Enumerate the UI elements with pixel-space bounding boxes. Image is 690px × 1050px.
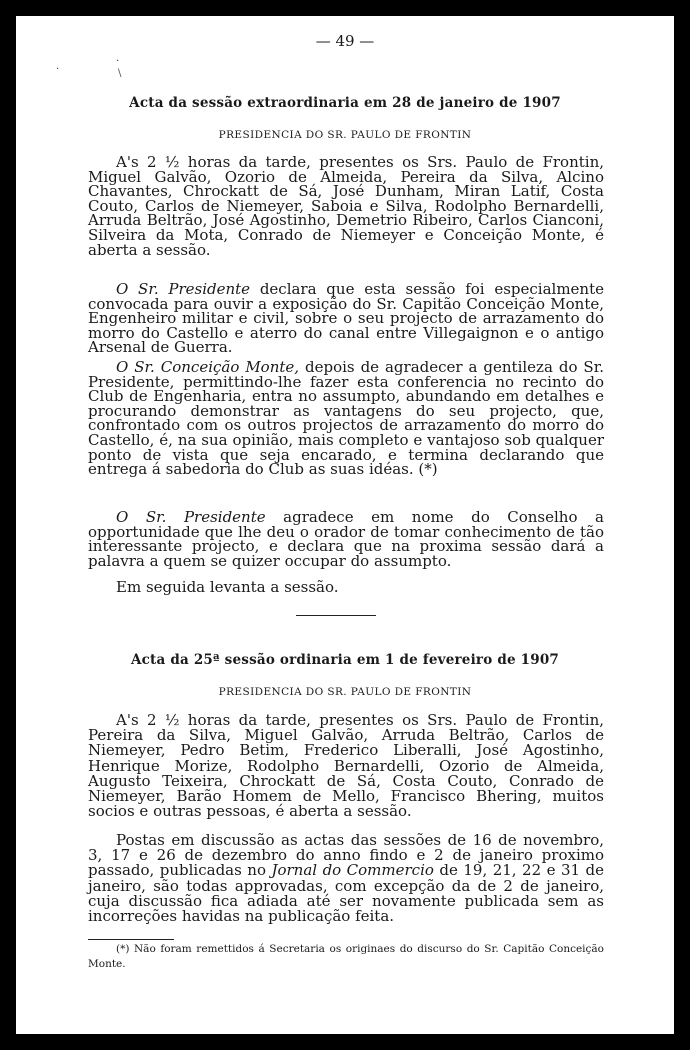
- footnote-rule: [88, 939, 174, 940]
- section-divider: [296, 615, 376, 616]
- footnote: (*) Não foram remettidos á Secretaria os originaes do discurso do Sr. Capitão Conceição Monte.: [88, 943, 604, 970]
- paragraph: O Sr. Presidente declara que esta sessão foi especialmente convocada para ouvir a exposição do Sr. Capitão Conceição Monte, Engenheiro militar e civil, sobre o seu projecto de arrazamento do morro do Castello e aterro do canal entre Villegaignon e o antigo Arsenal de Guerra.: [88, 280, 604, 357]
- paragraph: O Sr. Conceição Monte, depois de agradecer a gentileza do Sr. Presidente, permittindo-lhe fazer esta conferencia no recinto do Club de Engenharia, entra no assumpto, abundando em detalhes e procurando demonstrar as vantagens do seu projecto, que, confrontado com os outros projectos de arrazamento do morro do Castello, é, na sua opinião, mais completo e vantajoso sob qualquer ponto de vista que seja encarado, e termina declarando que entrega á sabedoria do Club as suas idéas. (*): [88, 358, 604, 479]
- section-title: Acta da 25ª sessão ordinaria em 1 de fevereiro de 1907: [130, 652, 560, 668]
- paragraph: A's 2 ½ horas da tarde, presentes os Srs. Paulo de Frontin, Pereira da Silva, Miguel Galvão, Arruda Beltrão, Carlos de Niemeyer, Pedro Betim, Frederico Liberalli, José Agostinho, Henrique Morize, Rodolpho Bernardelli, Ozorio de Almeida, Augusto Teixeira, Chrockatt de Sá, Costa Couto, Conrado de Niemeyer, Barão Homem de Mello, Francisco Bhering, muitos socios e outras pessoas, é aberta a sessão.: [88, 711, 604, 821]
- scan-mark: ·: [56, 64, 60, 75]
- speaker-name: O Sr. Presidente: [116, 280, 251, 298]
- scan-mark: ·: [116, 56, 120, 67]
- section-title: Acta da sessão extraordinaria em 28 de janeiro de 1907: [129, 95, 561, 111]
- speaker-name: O Sr. Conceição Monte,: [116, 358, 300, 376]
- scan-mark: \: [118, 68, 122, 79]
- paragraph: A's 2 ½ horas da tarde, presentes os Srs. Paulo de Frontin, Miguel Galvão, Ozorio de Almeida, Pereira da Silva, Alcino Chavantes, Chrockatt de Sá, José Dunham, Miran Latif, Costa Couto, Carlos de Niemeyer, Saboia e Silva, Rodolpho Bernardelli, Arruda Beltrão, José Agostinho, Demetrio Ribeiro, Carlos Cianconi, Silveira da Mota, Conrado de Niemeyer e Conceição Monte, é aberta a sessão.: [88, 153, 604, 259]
- section-presidency: PRESIDENCIA DO SR. PAULO DE FRONTIN: [218, 129, 472, 141]
- speaker-name: O Sr. Presidente: [116, 508, 266, 526]
- document-page: [16, 16, 674, 1034]
- journal-name: Jornal do Commercio: [271, 861, 434, 880]
- section-presidency: PRESIDENCIA DO SR. PAULO DE FRONTIN: [218, 686, 472, 698]
- paragraph: O Sr. Presidente agradece em nome do Conselho a opportunidade que lhe deu o orador de tomar conhecimento de tão interessante projecto, e declara que na proxima sessão dará a palavra a quem se quizer occupar do assumpto.: [88, 508, 604, 570]
- paragraph: Em seguida levanta a sessão.: [116, 578, 339, 596]
- paragraph: Postas em discussão as actas das sessões de 16 de novembro, 3, 17 e 26 de dezembro do anno findo e 2 de janeiro proximo passado, publicadas no Jornal do Commercio de 19, 21, 22 e 31 de janeiro, são todas approvadas, com excepção da de 2 de janeiro, cuja discussão fica adiada até ser novamente publicada sem as incorreções havidas na publicação feita.: [88, 831, 605, 926]
- page-number: — 49 —: [315, 32, 375, 50]
